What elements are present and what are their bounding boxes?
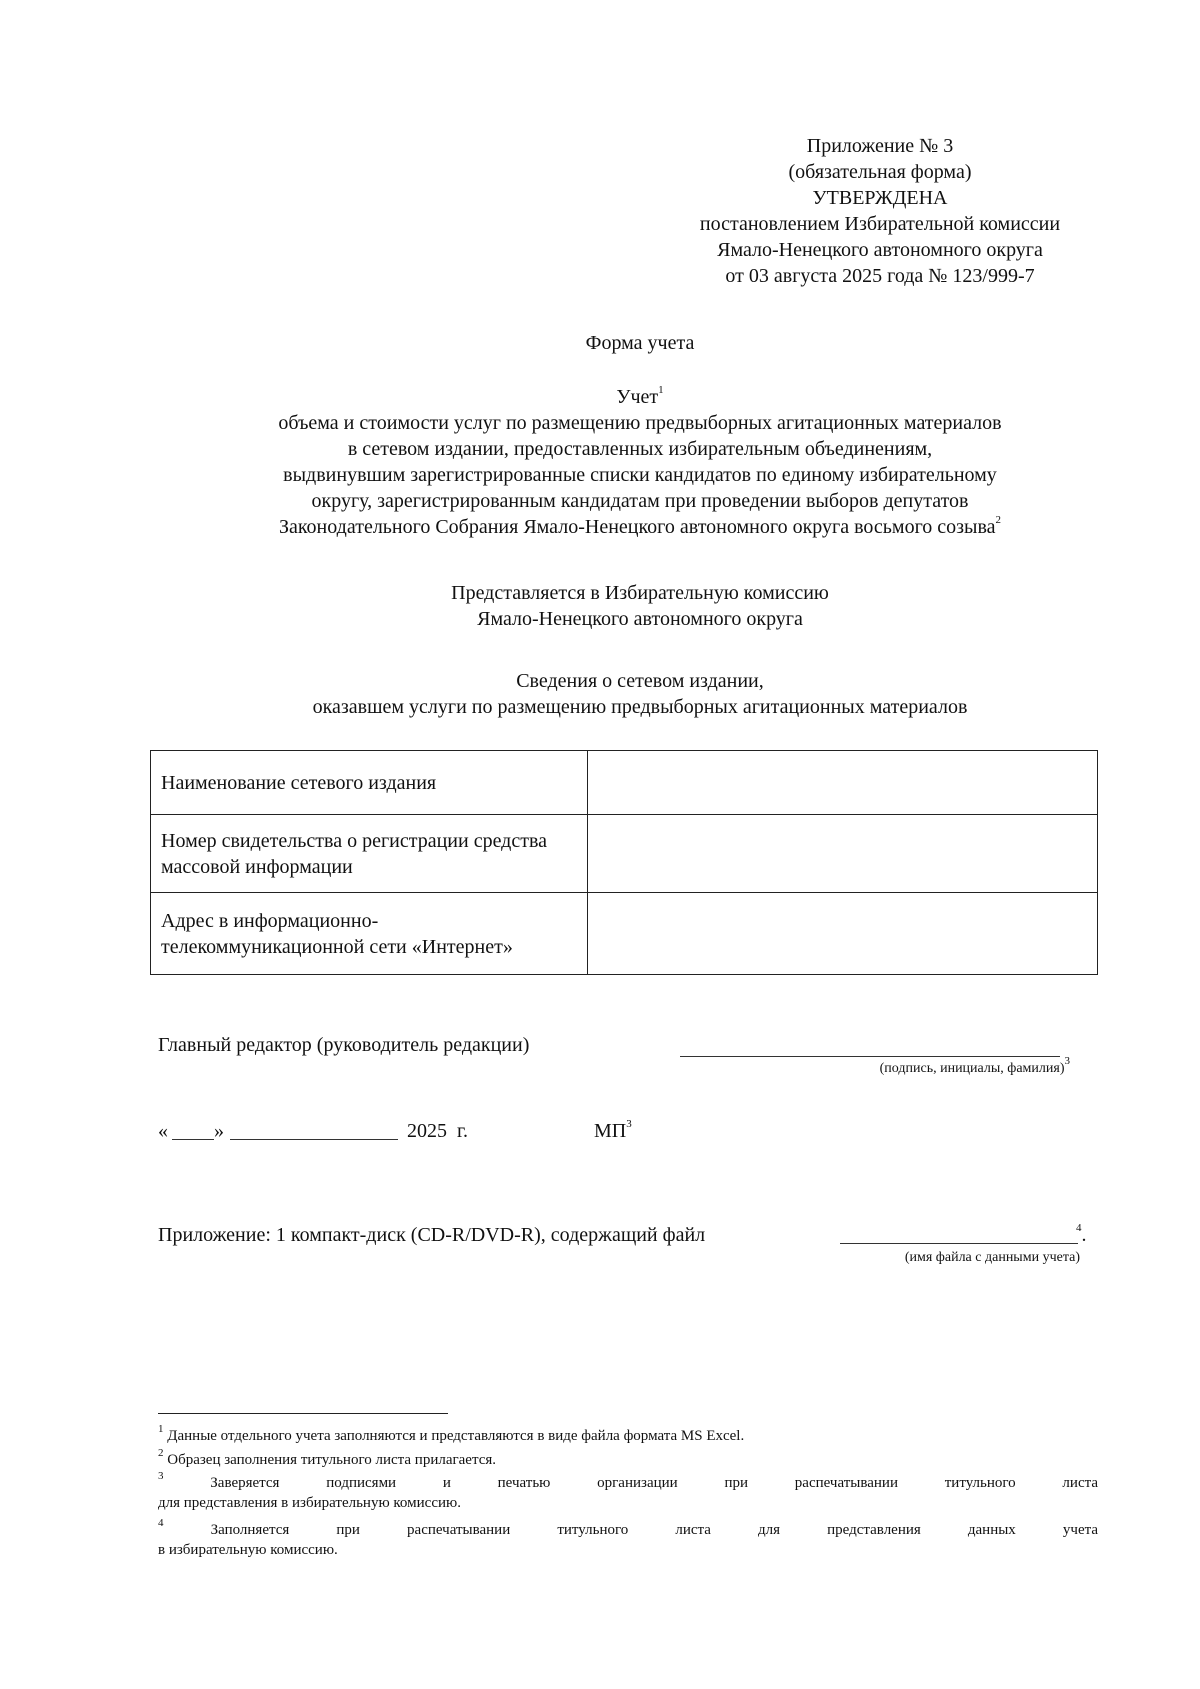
- date-day-line[interactable]: [172, 1139, 214, 1140]
- publication-info-table: [150, 750, 1098, 975]
- footnote-3: $^3$ Заверяется подписями и печатью организации при распечатывании титульного листа для представления в избирательную комиссию.: [158, 1470, 1099, 1511]
- row-label-registration: Номер свидетельства о регистрации средства массовой информации: [151, 815, 588, 893]
- title-line-2: в сетевом издании, предоставленных избирательным объединениям,: [347, 438, 933, 460]
- attachment-end: $^4$.: [1076, 1222, 1087, 1246]
- footnote-4: $^4$ Заполняется при распечатывании титульного листа для представления данных учета в избирательную комиссию.: [158, 1517, 1099, 1558]
- title-line-5: Законодательного Собрания Ямало-Ненецкого автономного округа восьмого созыва$^2$: [278, 514, 1002, 538]
- approval-region: Ямало-Ненецкого автономного округа: [717, 239, 1043, 261]
- info-heading-line-1: Сведения о сетевом издании,: [516, 670, 764, 692]
- table-row: [151, 893, 1098, 975]
- title-line-1: объема и стоимости услуг по размещению предвыборных агитационных материалов: [278, 412, 1002, 434]
- stamp-label: $МП^3$: [594, 1118, 632, 1142]
- row-label-name: Наименование сетевого издания: [151, 751, 588, 815]
- footnote-separator: [158, 1413, 448, 1414]
- date-month-line[interactable]: [230, 1139, 398, 1140]
- approved-label: УТВЕРЖДЕНА: [812, 187, 948, 209]
- appendix-number: Приложение № 3: [806, 135, 954, 157]
- document-title: [150, 384, 1130, 540]
- title-word: Учет$^1$: [616, 384, 664, 408]
- row-value-registration[interactable]: [588, 815, 1098, 893]
- attachment-text: Приложение: 1 компакт-диск (CD-R/DVD-R), содержащий файл: [158, 1224, 706, 1246]
- signature-caption: (подпись, инициалы, фамилия)$^3$: [879, 1055, 1070, 1076]
- row-value-address[interactable]: [588, 893, 1098, 975]
- submitted-line-1: Представляется в Избирательную комиссию: [451, 582, 829, 604]
- form-status: (обязательная форма): [788, 161, 972, 183]
- footnote-ref-3: 3: [1064, 1055, 1070, 1068]
- date-close-quote: »: [214, 1120, 224, 1142]
- approval-date: от 03 августа 2025 года № 123/999-7: [725, 265, 1035, 287]
- date-year: 2025 г.: [407, 1120, 468, 1142]
- title-line-4: округу, зарегистрированным кандидатам при проведении выборов депутатов: [311, 490, 969, 512]
- info-heading: [150, 668, 1130, 720]
- date-open-quote: «: [158, 1120, 168, 1142]
- footnote-ref-1: 1: [658, 384, 664, 397]
- submitted-line-2: Ямало-Ненецкого автономного округа: [477, 608, 803, 630]
- form-title-block: [150, 330, 1130, 356]
- footnote-1: $^1$ Данные отдельного учета заполняются и представляются в виде файла формата MS Excel.: [158, 1423, 745, 1444]
- attachment-caption: (имя файла с данными учета): [904, 1250, 1080, 1265]
- form-title: Форма учета: [585, 332, 695, 354]
- signature-label: Главный редактор (руководитель редакции): [158, 1034, 530, 1056]
- table-row: [151, 751, 1098, 815]
- table-row: [151, 815, 1098, 893]
- approval-authority: постановлением Избирательной комиссии: [699, 213, 1061, 235]
- footnote-ref-4: 4: [1076, 1222, 1082, 1235]
- footnote-ref-2: 2: [995, 514, 1002, 527]
- row-label-address: Адрес в информационно-телекоммуникационной сети «Интернет»: [151, 893, 588, 975]
- signature-line[interactable]: [680, 1056, 1060, 1057]
- approval-block: [640, 133, 1120, 289]
- info-heading-line-2: оказавшем услуги по размещению предвыборных агитационных материалов: [312, 696, 968, 718]
- footnote-2: $^2$ Образец заполнения титульного листа прилагается.: [158, 1447, 497, 1468]
- attachment-filename-line[interactable]: [840, 1243, 1078, 1244]
- title-line-3: выдвинувшим зарегистрированные списки кандидатов по единому избирательному: [283, 464, 997, 486]
- submitted-to: [150, 580, 1130, 632]
- footnote-ref-3b: 3: [626, 1118, 632, 1131]
- row-value-name[interactable]: [588, 751, 1098, 815]
